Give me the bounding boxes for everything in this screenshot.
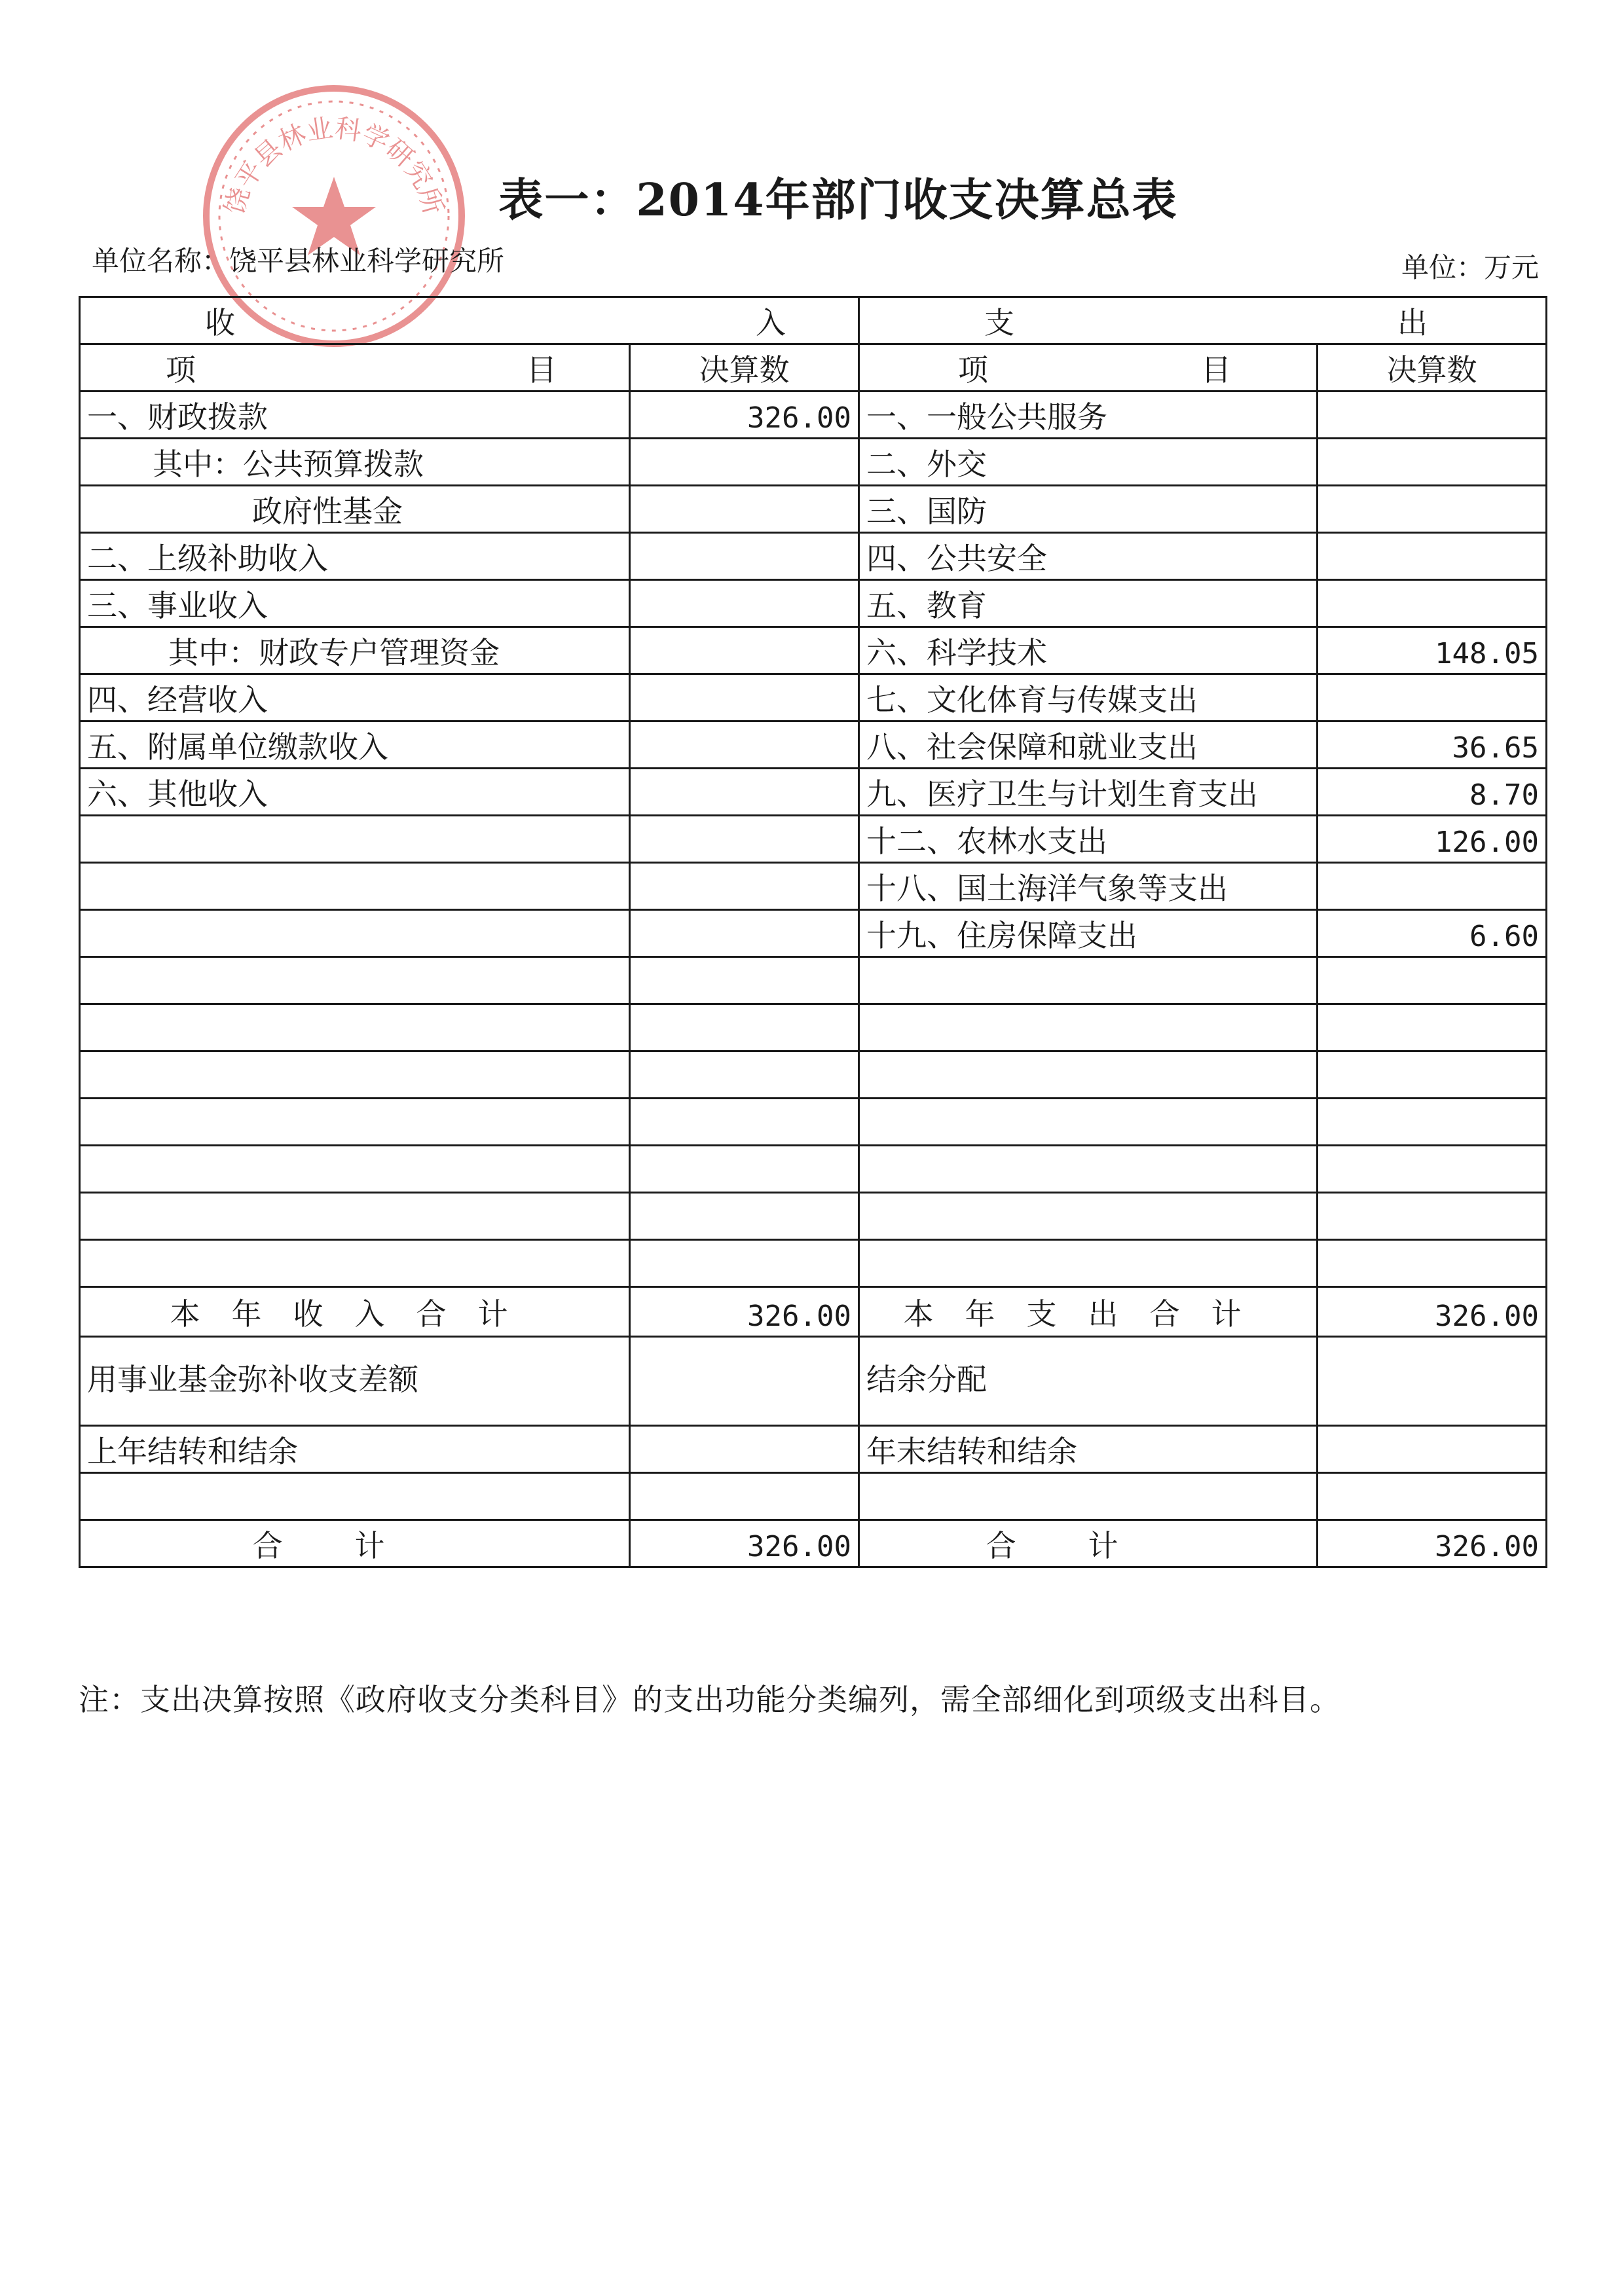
year-total-row xyxy=(80,1287,1547,1337)
page-title: 表一：2014年部门收支决算总表 xyxy=(498,174,1178,227)
expense-item-cell xyxy=(859,1004,1318,1051)
column-header-row xyxy=(80,344,1547,392)
income-amount-cell xyxy=(630,1146,859,1193)
expense-section-header xyxy=(859,297,1547,344)
table-row xyxy=(80,1004,1547,1051)
income-total-label-text: 本年收入合计 xyxy=(170,1296,540,1332)
table-row xyxy=(80,674,1547,721)
expense-amount-cell: 126.00 xyxy=(1318,816,1547,863)
blank-cell xyxy=(1318,1473,1547,1520)
table-row xyxy=(80,392,1547,439)
income-item-cell xyxy=(80,1240,630,1287)
expense-item-cell: 二、外交 xyxy=(859,439,1318,486)
table-row xyxy=(80,580,1547,627)
income-item-cell xyxy=(80,957,630,1004)
income-item-cell xyxy=(80,1193,630,1240)
expense-grand-label xyxy=(859,1520,1318,1567)
income-item-cell: 五、附属单位缴款收入 xyxy=(80,721,630,769)
income-header-left: 收 xyxy=(205,304,235,340)
income-item-header: 项 目 xyxy=(80,344,630,392)
section-header-row xyxy=(80,297,1547,344)
table-row xyxy=(80,910,1547,957)
fund-row xyxy=(80,1337,1547,1426)
expense-item-header: 项 目 xyxy=(859,344,1318,392)
income-item-cell xyxy=(80,1051,630,1099)
income-item-cell xyxy=(80,816,630,863)
income-amount-cell xyxy=(630,769,859,816)
income-item-cell xyxy=(80,1146,630,1193)
income-amount-cell xyxy=(630,580,859,627)
table-row xyxy=(80,816,1547,863)
income-item-cell: 二、上级补助收入 xyxy=(80,533,630,580)
expense-item-cell: 十八、国土海洋气象等支出 xyxy=(859,863,1318,910)
income-amount-header: 决算数 xyxy=(630,344,859,392)
blank-row xyxy=(80,1473,1547,1520)
expense-amount-cell xyxy=(1318,957,1547,1004)
expense-amount-cell xyxy=(1318,1193,1547,1240)
blank-cell xyxy=(80,1473,630,1520)
expense-amount-cell xyxy=(1318,1051,1547,1099)
table-row xyxy=(80,1146,1547,1193)
table-row xyxy=(80,957,1547,1004)
expense-total-label xyxy=(859,1287,1318,1337)
expense-item-cell xyxy=(859,1051,1318,1099)
income-item-cell xyxy=(80,863,630,910)
expense-item-cell: 十二、农林水支出 xyxy=(859,816,1318,863)
expense-amount-cell xyxy=(1318,1146,1547,1193)
expense-amount-cell xyxy=(1318,863,1547,910)
expense-item-cell xyxy=(859,1193,1318,1240)
income-amount-cell xyxy=(630,439,859,486)
expense-item-cell: 五、教育 xyxy=(859,580,1318,627)
income-item-cell: 六、其他收入 xyxy=(80,769,630,816)
income-total-label xyxy=(80,1287,630,1337)
expense-amount-cell: 148.05 xyxy=(1318,627,1547,674)
income-amount-cell xyxy=(630,1051,859,1099)
table-row xyxy=(80,1240,1547,1287)
income-amount-cell xyxy=(630,957,859,1004)
expense-grand-label-text: 合计 xyxy=(986,1527,1190,1563)
income-item-cell: 政府性基金 xyxy=(80,486,630,533)
income-amount-cell xyxy=(630,816,859,863)
expense-item-cell xyxy=(859,1240,1318,1287)
fund-expense-cell: 结余分配 xyxy=(859,1337,1318,1426)
table-row xyxy=(80,1193,1547,1240)
expense-item-cell: 八、社会保障和就业支出 xyxy=(859,721,1318,769)
expense-amount-header: 决算数 xyxy=(1318,344,1547,392)
expense-amount-cell xyxy=(1318,533,1547,580)
income-amount-cell xyxy=(630,486,859,533)
table-row xyxy=(80,439,1547,486)
expense-total-amount: 326.00 xyxy=(1318,1287,1547,1337)
income-grand-label-text: 合计 xyxy=(252,1527,457,1563)
income-item-cell: 其中：公共预算拨款 xyxy=(80,439,630,486)
income-amount-cell xyxy=(630,533,859,580)
expense-item-cell: 六、科学技术 xyxy=(859,627,1318,674)
income-amount-cell xyxy=(630,910,859,957)
expense-total-label-text: 本年支出合计 xyxy=(903,1296,1273,1332)
expense-header-right: 出 xyxy=(1397,304,1428,340)
expense-item-cell: 一、一般公共服务 xyxy=(859,392,1318,439)
expense-amount-cell xyxy=(1318,674,1547,721)
expense-header-left: 支 xyxy=(984,304,1014,340)
income-amount-cell xyxy=(630,1004,859,1051)
income-item-cell xyxy=(80,1099,630,1146)
fund-income-amount xyxy=(630,1337,859,1426)
expense-amount-cell xyxy=(1318,580,1547,627)
carry-expense-cell: 年末结转和结余 xyxy=(859,1426,1318,1473)
budget-table xyxy=(79,296,1547,1568)
income-grand-amount: 326.00 xyxy=(630,1520,859,1567)
table-row xyxy=(80,1099,1547,1146)
fund-expense-amount xyxy=(1318,1337,1547,1426)
expense-amount-cell xyxy=(1318,1099,1547,1146)
currency-unit: 单位：万元 xyxy=(1401,251,1539,283)
blank-cell xyxy=(630,1473,859,1520)
grand-total-row xyxy=(80,1520,1547,1567)
expense-amount-cell: 6.60 xyxy=(1318,910,1547,957)
table-row xyxy=(80,863,1547,910)
carry-row xyxy=(80,1426,1547,1473)
income-header-right: 入 xyxy=(756,304,786,340)
income-amount-cell: 326.00 xyxy=(630,392,859,439)
carry-expense-amount xyxy=(1318,1426,1547,1473)
expense-item-cell xyxy=(859,957,1318,1004)
table-row xyxy=(80,721,1547,769)
blank-cell xyxy=(859,1473,1318,1520)
expense-amount-cell xyxy=(1318,439,1547,486)
expense-item-cell: 四、公共安全 xyxy=(859,533,1318,580)
table-row xyxy=(80,533,1547,580)
expense-amount-cell xyxy=(1318,392,1547,439)
income-item-cell: 三、事业收入 xyxy=(80,580,630,627)
income-amount-cell xyxy=(630,674,859,721)
income-section-header xyxy=(80,297,859,344)
income-item-cell: 其中：财政专户管理资金 xyxy=(80,627,630,674)
income-item-cell xyxy=(80,1004,630,1051)
table-row xyxy=(80,627,1547,674)
expense-item-cell: 九、医疗卫生与计划生育支出 xyxy=(859,769,1318,816)
income-amount-cell xyxy=(630,1240,859,1287)
table-row xyxy=(80,486,1547,533)
income-item-cell: 四、经营收入 xyxy=(80,674,630,721)
income-amount-cell xyxy=(630,721,859,769)
table-row xyxy=(80,769,1547,816)
carry-income-cell: 上年结转和结余 xyxy=(80,1426,630,1473)
income-grand-label xyxy=(80,1520,630,1567)
expense-amount-cell xyxy=(1318,486,1547,533)
income-item-cell xyxy=(80,910,630,957)
table-row xyxy=(80,1051,1547,1099)
footnote: 注：支出决算按照《政府收支分类科目》的支出功能分类编列，需全部细化到项级支出科目。 xyxy=(79,1682,1340,1717)
unit-name: 单位名称：饶平县林业科学研究所 xyxy=(92,245,505,277)
seal-text: 饶平县林业科学研究所 xyxy=(219,113,449,218)
expense-amount-cell: 8.70 xyxy=(1318,769,1547,816)
expense-item-cell xyxy=(859,1146,1318,1193)
income-amount-cell xyxy=(630,1193,859,1240)
expense-item-cell: 十九、住房保障支出 xyxy=(859,910,1318,957)
expense-item-cell xyxy=(859,1099,1318,1146)
income-total-amount: 326.00 xyxy=(630,1287,859,1337)
expense-item-cell: 七、文化体育与传媒支出 xyxy=(859,674,1318,721)
income-item-cell: 一、财政拨款 xyxy=(80,392,630,439)
expense-amount-cell: 36.65 xyxy=(1318,721,1547,769)
fund-income-cell: 用事业基金弥补收支差额 xyxy=(80,1337,630,1426)
income-amount-cell xyxy=(630,863,859,910)
expense-amount-cell xyxy=(1318,1004,1547,1051)
expense-grand-amount: 326.00 xyxy=(1318,1520,1547,1567)
expense-item-cell: 三、国防 xyxy=(859,486,1318,533)
expense-amount-cell xyxy=(1318,1240,1547,1287)
income-amount-cell xyxy=(630,1099,859,1146)
carry-income-amount xyxy=(630,1426,859,1473)
income-amount-cell xyxy=(630,627,859,674)
